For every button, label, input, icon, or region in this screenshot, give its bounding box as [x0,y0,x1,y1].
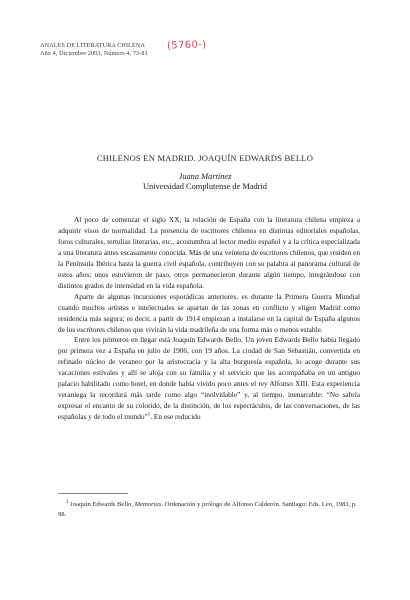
footnote-author: Joaquín Edwards Bello, [70,501,133,508]
journal-header [40,42,148,58]
paragraph-3-text: Entre los primeros en llegar está Joaquín Edwards Bello. Un joven Edwards Bello había llegado por primera vez a España en julio de 1906, con 19 años. La ciudad de San Sebastián, convertida en refinado núcleo de veraneo por la aristocracia y la alta burguesía española, lo acoge durante sus vacaciones estivales y allí se aloja con su familia y el servicio que les acompañaba en un antiguo palacio habilitado como hotel, en donde había vivido poco antes el rey Alfonso XIII. Esta experiencia veraniega la recordará más tarde como algo “inolvidable” y, al tiempo, inenarrable: “No sabría expresar el encanto de su colorido, de la distinción, de los espectáculos, de las conversaciones, de las españolas y de todo el mundo” [58,335,360,422]
footnote-details: . Ordenación y prólogo de Alfonso Calderón. Santiago: Eds. Leo, 1983, p. 98. [58,501,357,518]
paragraph-2: Aparte de algunas incursiones esporádicas anteriores, es durante la Primera Guerra Mundial cuando muchos artistas e intelectuales se apartan de las zonas en conflicto y eligen Madrid como residencia más segura; es decir, a partir de 1914 empiezan a instalarse en la capital de España algunos de los escritores chilenos que vivirán la vida madrileña de una forma más o menos estable. [58,291,360,334]
journal-name: ANALES DE LITERATURA CHILENA [40,42,146,49]
paragraph-3-end: . En ese reducido [150,412,201,422]
issue-info: Año 4, Diciembre 2003, Número 4, 73-81 [40,50,148,57]
paragraph-1: Al poco de comenzar el siglo XX, la relación de España con la literatura chilena empieza a adquirir visos de normalidad. La presencia de escritores chilenos en distintas editoriales españolas, foros culturales, tertulias literarias, etc., acostumbra al lector medio español y a la crítica especializada a una literatura antes escasamente conocida. Más de una veintena de escritores chilenos, que residen en la Península Ibérica hasta la guerra civil española, contribuyen con su palabra al panorama cultural de estos años; unos estuvieron de paso, otros permanecieron durante algún tiempo, integrándose con distintos grados de intensidad en la vida española. [58,215,360,290]
footnote-divider [58,493,128,494]
article-title: CHILENOS EN MADRID. JOAQUÍN EDWARDS BELLO [96,153,314,163]
article-body [58,215,360,423]
handwritten-annotation: (5760-) [166,39,207,52]
footnote [58,500,360,520]
author-affiliation: Universidad Complutense de Madrid [143,182,267,191]
paragraph-3 [58,335,360,423]
footnote-reference: 1 [147,412,151,418]
author-name: Juana Martínez [178,172,232,181]
footnote-number: 1 [66,499,69,505]
footnote-title: Memorias [134,501,162,508]
